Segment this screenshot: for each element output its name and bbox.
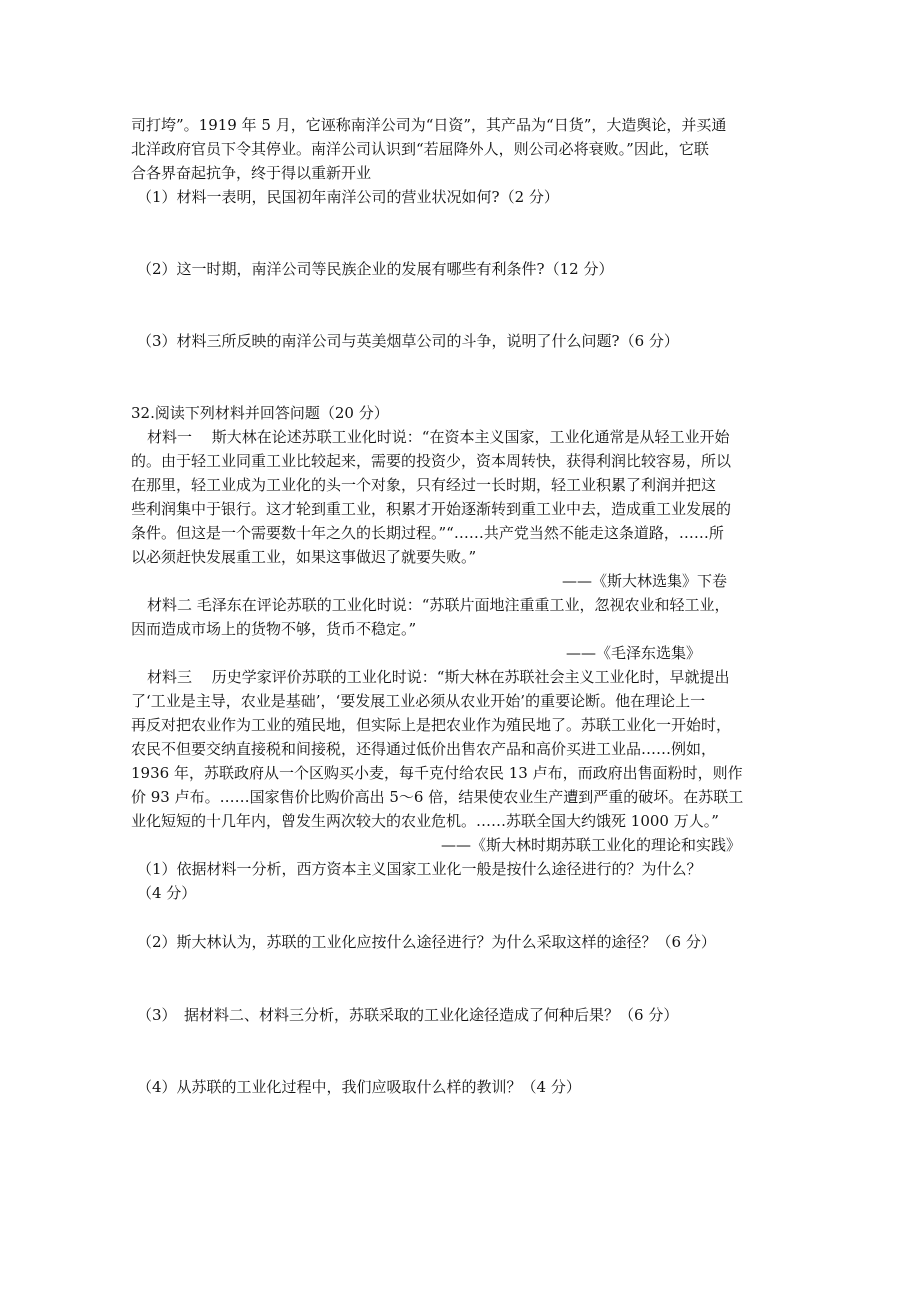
question-31-1: （1）材料一表明，民国初年南洋公司的营业状况如何?（2 分）	[137, 188, 559, 206]
material-3-line: 业化短短的十几年内，曾发生两次较大的农业危机。……苏联全国大约饿死 1000 万人。”	[131, 812, 719, 830]
question-32-title: 32.阅读下列材料并回答问题（20 分）	[131, 404, 389, 422]
material-1-line: 材料一 斯大林在论述苏联工业化时说：“在资本主义国家，工业化通常是从轻工业开始	[147, 428, 730, 446]
question-31-3: （3）材料三所反映的南洋公司与英美烟草公司的斗争，说明了什么问题?（6 分）	[137, 332, 679, 350]
material-3-line: 农民不但要交纳直接税和间接税，还得通过低价出售农产品和高价买进工业品……例如，	[131, 740, 717, 758]
material-1-line: 在那里，轻工业成为工业化的头一个对象，只有经过一长时期，轻工业积累了利润并把这	[131, 476, 717, 494]
material-1-line: 些利润集中于银行。这才轮到重工业，积累才开始逐渐转到重工业中去，造成重工业发展的	[131, 500, 732, 518]
material-3-line: 1936 年，苏联政府从一个区购买小麦，每千克付给农民 13 卢布，而政府出售面粉时，则作	[131, 764, 743, 782]
question-31-2: （2）这一时期，南洋公司等民族企业的发展有哪些有利条件?（12 分）	[137, 260, 614, 278]
material-3-source: ——《斯大林时期苏联工业化的理论和实践》	[441, 836, 742, 854]
material-3-line: 再反对把农业作为工业的殖民地，但实际上是把农业作为殖民地了。苏联工业化一开始时，	[131, 716, 732, 734]
material-3-line: 了‘工业是主导，农业是基础’，‘要发展工业必须从农业开始’的重要论断。他在理论上一	[131, 692, 706, 710]
material-3-line: 材料三 历史学家评价苏联的工业化时说：“斯大林在苏联社会主义工业化时，早就提出	[147, 668, 730, 686]
material-3-line: 价 93 卢布。……国家售价比购价高出 5～6 倍，结果使农业生产遭到严重的破坏。在苏联工	[131, 788, 744, 806]
material-2-source: ——《毛泽东选集》	[566, 644, 702, 662]
question-32-2: （2）斯大林认为，苏联的工业化应按什么途径进行？为什么采取这样的途径？（6 分）	[137, 933, 716, 951]
material-1-line: 的。由于轻工业同重工业比较起来，需要的投资少，资本周转快，获得利润比较容易，所以	[131, 452, 732, 470]
material-1-source: ——《斯大林选集》下卷	[562, 572, 728, 590]
material-1-line: 以必须赶快发展重工业，如果这事做迟了就要失败。”	[131, 548, 477, 566]
question-32-3: （3） 据材料二、材料三分析，苏联采取的工业化途径造成了何种后果？（6 分）	[137, 1006, 679, 1024]
material-2-line: 因而造成市场上的货物不够，货币不稳定。”	[131, 620, 417, 638]
question-32-4: （4）从苏联的工业化过程中，我们应吸取什么样的教训？（4 分）	[137, 1078, 581, 1096]
question-32-1-score: （4 分）	[137, 884, 197, 902]
passage-line: 司打垮”。1919 年 5 月，它诬称南洋公司为“日资”，其产品为“日货”，大造舆论，并买通	[131, 116, 727, 134]
material-2-line: 材料二 毛泽东在评论苏联的工业化时说：“苏联片面地注重重工业，忽视农业和轻工业，	[147, 596, 730, 614]
passage-line: 北洋政府官员下令其停业。南洋公司认识到“若屈降外人，则公司必将衰败。”因此，它联	[131, 140, 709, 158]
question-32-1: （1）依据材料一分析，西方资本主义国家工业化一般是按什么途径进行的？为什么？	[137, 860, 702, 878]
passage-line: 合各界奋起抗争，终于得以重新开业	[131, 164, 372, 182]
material-1-line: 条件。但这是一个需要数十年之久的长期过程。”“……共产党当然不能走这条道路，……所	[131, 524, 724, 542]
